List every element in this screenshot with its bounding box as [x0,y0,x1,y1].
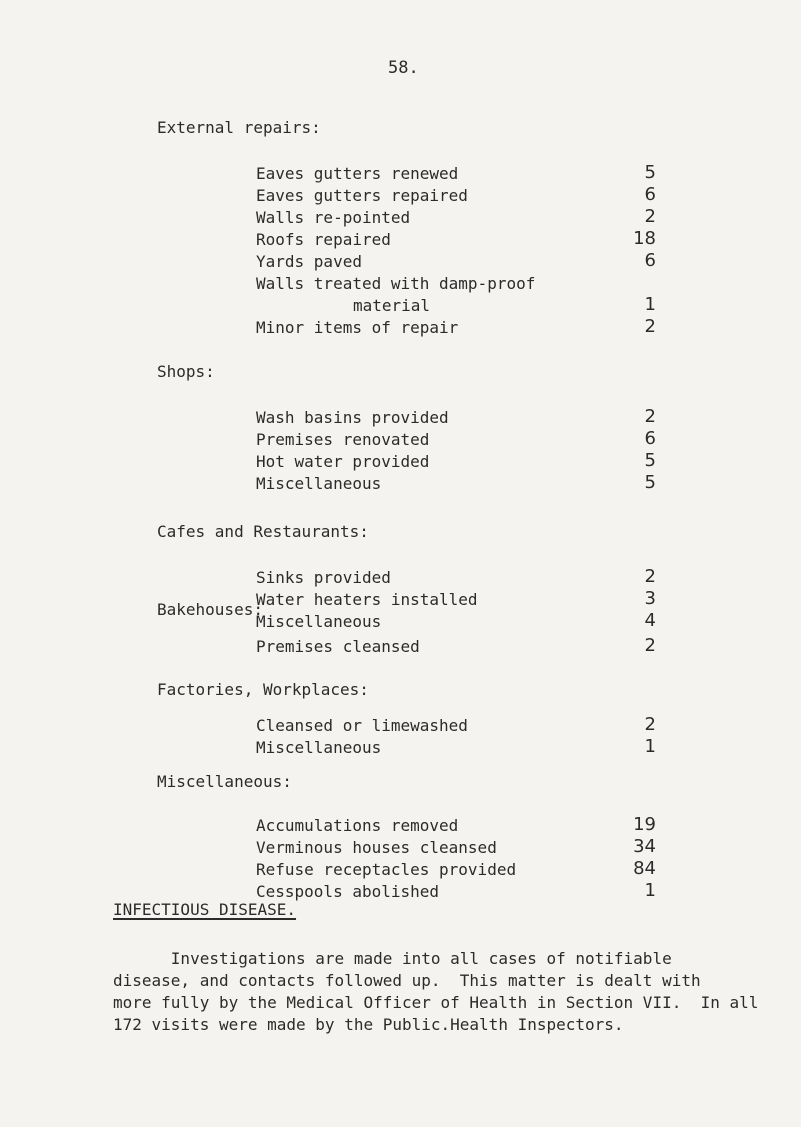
item-label: Premises renovated [256,430,430,449]
item-value: 34 [633,836,656,857]
paragraph-line: Investigations are made into all cases of notifiable [113,949,672,968]
item-value: 1 [644,880,656,901]
item-label: Wash basins provided [256,408,449,427]
list-item [256,252,656,274]
list-item [256,274,656,296]
list-item [256,186,656,208]
paragraph-line: more fully by the Medical Officer of Health in Section VII. In all [113,993,759,1012]
item-label: Water heaters installed [256,590,478,609]
item-value: 1 [644,736,656,757]
list-item [256,568,656,590]
item-label: Miscellaneous [256,474,382,493]
list-item [256,716,656,738]
item-value: 2 [644,635,656,656]
heading-factories-workplaces: Factories, Workplaces: [157,680,369,699]
list-item [256,164,656,186]
list-item [256,230,656,252]
item-label: Cleansed or limewashed [256,716,468,735]
item-label: Cesspools abolished [256,882,440,901]
item-value: 3 [644,588,656,609]
list-item [256,738,656,760]
item-label: Miscellaneous [256,612,382,631]
item-label: Walls treated with damp-proof [256,274,536,293]
item-value: 18 [633,228,656,249]
item-label: Miscellaneous [256,738,382,757]
item-value: 4 [644,610,656,631]
item-label: Refuse receptacles provided [256,860,517,879]
item-value: 2 [644,406,656,427]
item-label: Eaves gutters repaired [256,186,468,205]
item-value: 2 [644,206,656,227]
item-label: Sinks provided [256,568,391,587]
item-label: Minor items of repair [256,318,459,337]
list-item [256,318,656,340]
item-label: Accumulations removed [256,816,459,835]
list-item [256,208,656,230]
list-item [256,612,656,634]
infectious-disease-paragraph [113,948,773,1036]
list-item [256,590,656,612]
item-label: material [353,296,431,315]
item-value: 6 [644,184,656,205]
item-value: 6 [644,428,656,449]
item-label: Verminous houses cleansed [256,838,497,857]
heading-miscellaneous: Miscellaneous: [157,772,292,791]
heading-bakehouses: Bakehouses: [157,600,263,619]
list-item [256,637,656,659]
item-label: Eaves gutters renewed [256,164,459,183]
item-value: 5 [644,450,656,471]
item-value: 5 [644,472,656,493]
item-value: 2 [644,714,656,735]
item-label: Walls re-pointed [256,208,411,227]
item-value: 2 [644,316,656,337]
heading-cafes-restaurants: Cafes and Restaurants: [157,522,369,541]
list-item [256,296,656,318]
list-item [256,408,656,430]
list-item [256,860,656,882]
item-value: 1 [644,294,656,315]
item-value: 19 [633,814,656,835]
page-number: 58. [388,58,419,78]
list-item [256,430,656,452]
list-item [256,452,656,474]
item-label: Premises cleansed [256,637,420,656]
item-label: Hot water provided [256,452,430,471]
list-item [256,882,656,904]
heading-external-repairs: External repairs: [157,118,321,137]
paragraph-line: disease, and contacts followed up. This matter is dealt with [113,971,701,990]
list-item [256,838,656,860]
item-value: 6 [644,250,656,271]
heading-shops: Shops: [157,362,215,381]
item-value: 84 [633,858,656,879]
heading-infectious-disease: INFECTIOUS DISEASE. [113,900,297,919]
paragraph-line: 172 visits were made by the Public.Health Inspectors. [113,1015,624,1034]
item-value: 5 [644,162,656,183]
item-label: Yards paved [256,252,362,271]
list-item [256,474,656,496]
list-item [256,816,656,838]
item-label: Roofs repaired [256,230,391,249]
item-value: 2 [644,566,656,587]
